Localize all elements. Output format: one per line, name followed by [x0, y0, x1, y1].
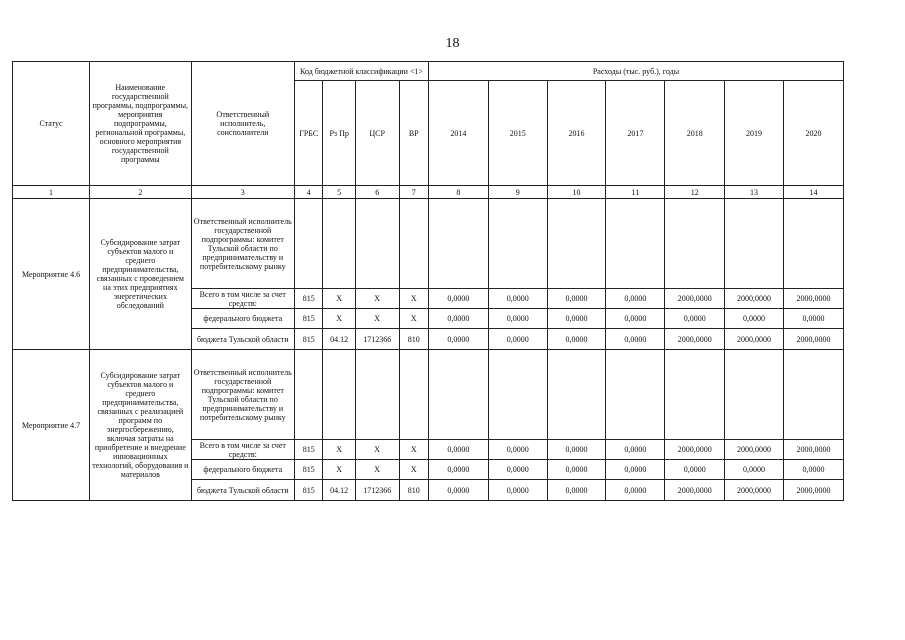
column-number: 3 [191, 186, 294, 199]
header-year: 2018 [665, 81, 725, 186]
cell-value: 2000,0000 [665, 289, 725, 309]
cell-value: 2000,0000 [665, 329, 725, 350]
column-number: 7 [399, 186, 428, 199]
measure-row [13, 350, 844, 440]
cell-value: 0,0000 [428, 309, 488, 329]
cell-value: 0,0000 [725, 309, 784, 329]
column-number: 11 [606, 186, 665, 199]
header-csr: ЦСР [355, 81, 399, 186]
measure-name: Субсидирование затрат субъектов малого и среднего предпринимательства, связанных с реализацией программ по энергосбережению, включая затраты на приобретение и внедрение инновационных технологий, оборудования и материалов [90, 350, 191, 501]
row-label: бюджета Тульской области [191, 329, 294, 350]
cell-value: 0,0000 [665, 460, 725, 480]
cell-csr: X [355, 289, 399, 309]
header-kbk-group: Код бюджетной классификации <1> [295, 62, 429, 81]
cell-value: 0,0000 [725, 460, 784, 480]
column-number: 12 [665, 186, 725, 199]
cell-value: 0,0000 [606, 480, 665, 501]
measure-status: Мероприятие 4.7 [13, 350, 90, 501]
cell-value: 0,0000 [606, 329, 665, 350]
header-year: 2016 [547, 81, 606, 186]
header-vr: ВР [399, 81, 428, 186]
column-number: 10 [547, 186, 606, 199]
page-number: 18 [445, 36, 460, 51]
cell-value: 0,0000 [606, 440, 665, 460]
row-label: федерального бюджета [191, 460, 294, 480]
measure-responsible: Ответственный исполнитель государственной подпрограммы: комитет Тульской области по предпринимательству и потребительскому рынку [191, 199, 294, 289]
column-number: 5 [323, 186, 355, 199]
measure-row [13, 199, 844, 289]
cell-value: 2000,0000 [725, 329, 784, 350]
cell-value: 0,0000 [428, 440, 488, 460]
column-number: 13 [725, 186, 784, 199]
row-label: бюджета Тульской области [191, 480, 294, 501]
cell-rzpr: X [323, 309, 355, 329]
cell-value: 0,0000 [488, 460, 547, 480]
column-number: 4 [295, 186, 323, 199]
cell-value: 0,0000 [783, 460, 843, 480]
header-expenses-group: Расходы (тыс. руб.), годы [428, 62, 843, 81]
cell-grbs: 815 [295, 309, 323, 329]
cell-value: 2000,0000 [665, 480, 725, 501]
header-row-1 [13, 62, 844, 81]
cell-value: 0,0000 [488, 289, 547, 309]
cell-value: 2000,0000 [783, 480, 843, 501]
header-grbs: ГРБС [295, 81, 323, 186]
cell-grbs: 815 [295, 460, 323, 480]
cell-rzpr: X [323, 289, 355, 309]
cell-value: 2000,0000 [783, 289, 843, 309]
cell-value: 2000,0000 [725, 289, 784, 309]
cell-vr: 810 [399, 329, 428, 350]
cell-rzpr: X [323, 440, 355, 460]
measure-status: Мероприятие 4.6 [13, 199, 90, 350]
cell-csr: 1712366 [355, 480, 399, 501]
cell-value: 0,0000 [488, 480, 547, 501]
cell-grbs: 815 [295, 289, 323, 309]
cell-vr: X [399, 440, 428, 460]
cell-value: 2000,0000 [783, 329, 843, 350]
header-status: Статус [13, 62, 90, 186]
header-rzpr: Рз Пр [323, 81, 355, 186]
cell-value: 0,0000 [606, 289, 665, 309]
budget-table [12, 61, 844, 501]
cell-value: 2000,0000 [725, 480, 784, 501]
cell-value: 0,0000 [665, 309, 725, 329]
header-year: 2017 [606, 81, 665, 186]
row-label: Всего в том числе за счет средств: [191, 440, 294, 460]
header-year: 2020 [783, 81, 843, 186]
cell-value: 0,0000 [547, 460, 606, 480]
cell-value: 0,0000 [547, 329, 606, 350]
cell-value: 2000,0000 [783, 440, 843, 460]
cell-value: 0,0000 [428, 289, 488, 309]
row-label: Всего в том числе за счет средств: [191, 289, 294, 309]
cell-value: 0,0000 [547, 480, 606, 501]
column-number: 14 [783, 186, 843, 199]
column-numbers-row [13, 186, 844, 199]
cell-rzpr: 04.12 [323, 329, 355, 350]
cell-value: 0,0000 [547, 289, 606, 309]
cell-rzpr: 04.12 [323, 480, 355, 501]
column-number: 1 [13, 186, 90, 199]
cell-vr: X [399, 309, 428, 329]
cell-vr: X [399, 289, 428, 309]
cell-value: 0,0000 [488, 309, 547, 329]
cell-rzpr: X [323, 460, 355, 480]
cell-vr: 810 [399, 480, 428, 501]
column-number: 8 [428, 186, 488, 199]
cell-value: 0,0000 [606, 309, 665, 329]
cell-value: 0,0000 [547, 440, 606, 460]
column-number: 6 [355, 186, 399, 199]
header-name: Наименование государственной программы, подпрограммы, мероприятия подпрограммы, региональной программы, основного мероприятия государственной программы [90, 62, 191, 186]
header-responsible: Ответственный исполнитель, соисполнители [191, 62, 294, 186]
cell-value: 0,0000 [488, 329, 547, 350]
cell-csr: X [355, 440, 399, 460]
cell-vr: X [399, 460, 428, 480]
measure-name: Субсидирование затрат субъектов малого и среднего предпринимательства, связанных с проведением на этих предприятиях энергетических обследований [90, 199, 191, 350]
header-year: 2019 [725, 81, 784, 186]
column-number: 9 [488, 186, 547, 199]
cell-value: 0,0000 [547, 309, 606, 329]
cell-csr: X [355, 309, 399, 329]
cell-value: 0,0000 [488, 440, 547, 460]
cell-value: 0,0000 [428, 480, 488, 501]
cell-csr: 1712366 [355, 329, 399, 350]
cell-value: 0,0000 [428, 329, 488, 350]
cell-grbs: 815 [295, 480, 323, 501]
cell-value: 2000,0000 [725, 440, 784, 460]
measure-responsible: Ответственный исполнитель государственной подпрограммы: комитет Тульской области по предпринимательству и потребительскому рынку [191, 350, 294, 440]
header-year: 2014 [428, 81, 488, 186]
cell-value: 0,0000 [606, 460, 665, 480]
cell-value: 0,0000 [783, 309, 843, 329]
header-year: 2015 [488, 81, 547, 186]
row-label: федерального бюджета [191, 309, 294, 329]
cell-csr: X [355, 460, 399, 480]
cell-value: 0,0000 [428, 460, 488, 480]
cell-grbs: 815 [295, 329, 323, 350]
column-number: 2 [90, 186, 191, 199]
cell-grbs: 815 [295, 440, 323, 460]
cell-value: 2000,0000 [665, 440, 725, 460]
